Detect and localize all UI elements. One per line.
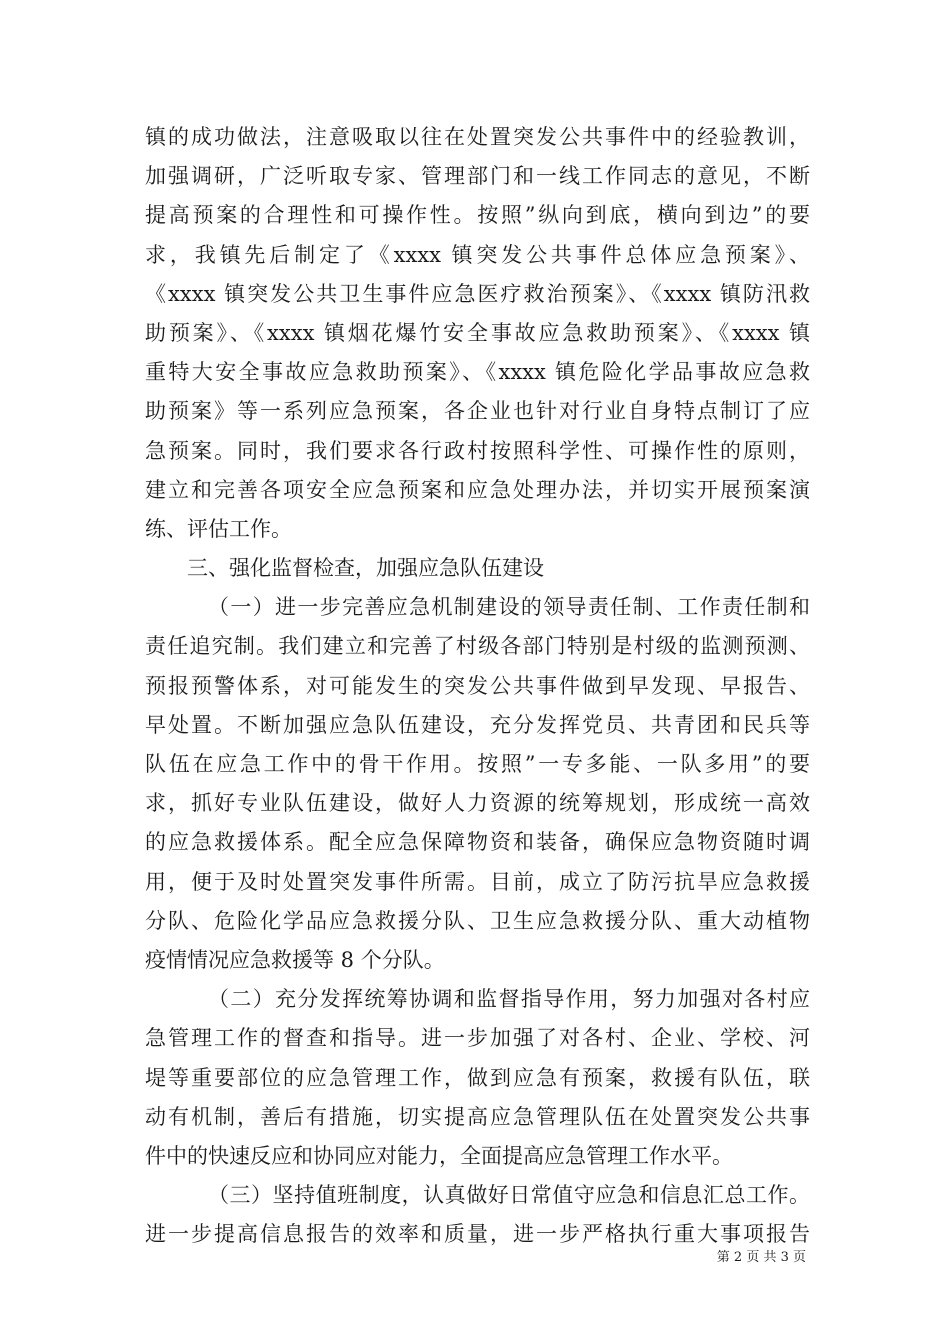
text-line: 加强调研，广泛听取专家、管理部门和一线工作同志的意见，不断 [145,164,810,189]
text-line: 提高预案的合理性和可操作性。按照”纵向到底，横向到边”的要 [145,203,810,228]
text-line: 件中的快速反应和协同应对能力，全面提高应急管理工作水平。 [145,1143,733,1168]
text-line: 求，抓好专业队伍建设，做好人力资源的统筹规划，形成统一高效 [145,791,810,816]
text-line: 助预案》等一系列应急预案，各企业也针对行业自身特点制订了应 [145,399,810,424]
text-line: 急管理工作的督查和指导。进一步加强了对各村、企业、学校、河 [145,1026,810,1051]
text-line: 《xxxx 镇突发公共卫生事件应急医疗救治预案》、《xxxx 镇防汛救 [145,281,810,306]
text-line: 的应急救援体系。配全应急保障物资和装备，确保应急物资随时调 [145,830,810,855]
text-line: 分队、危险化学品应急救援分队、卫生应急救援分队、重大动植物 [145,908,810,933]
text-line: 堤等重要部位的应急管理工作，做到应急有预案，救援有队伍，联 [145,1065,810,1090]
text-line: 预报预警体系，对可能发生的突发公共事件做到早发现、早报告、 [145,673,810,698]
text-line: 求，我镇先后制定了《xxxx 镇突发公共事件总体应急预案》、 [145,242,810,267]
text-line: （一）进一步完善应急机制建设的领导责任制、工作责任制和 [208,595,810,620]
text-line: 练、评估工作。 [145,516,292,541]
text-line: 队伍在应急工作中的骨干作用。按照”一专多能、一队多用”的要 [145,752,810,776]
text-line: 重特大安全事故应急救助预案》、《xxxx 镇危险化学品事故应急救 [145,360,810,385]
document-body [145,118,810,1254]
section-heading: 三、强化监督检查，加强应急队伍建设 [187,556,544,581]
text-line: （三）坚持值班制度，认真做好日常值守应急和信息汇总工作。 [208,1183,810,1208]
text-line: 助预案》、《xxxx 镇烟花爆竹安全事故应急救助预案》、《xxxx 镇 [145,320,810,345]
text-line: 用，便于及时处置突发事件所需。目前，成立了防污抗旱应急救援 [145,869,810,894]
text-line: 进一步提高信息报告的效率和质量，进一步严格执行重大事项报告 [145,1222,810,1247]
text-line: 急预案。同时，我们要求各行政村按照科学性、可操作性的原则， [145,438,810,463]
text-line: 建立和完善各项安全应急预案和应急处理办法，并切实开展预案演 [145,477,810,502]
text-line: 动有机制，善后有措施，切实提高应急管理队伍在处置突发公共事 [145,1104,810,1129]
text-line: （二）充分发挥统筹协调和监督指导作用，努力加强对各村应 [208,987,810,1012]
text-line: 镇的成功做法，注意吸取以往在处置突发公共事件中的经验教训， [145,125,810,149]
page-number: 第 2 页 共 3 页 [716,1250,806,1265]
text-line: 早处置。不断加强应急队伍建设，充分发挥党员、共青团和民兵等 [145,712,810,737]
text-line: 疫情情况应急救援等 8 个分队。 [145,947,445,972]
text-line: 责任追究制。我们建立和完善了村级各部门特别是村级的监测预测、 [145,634,810,659]
